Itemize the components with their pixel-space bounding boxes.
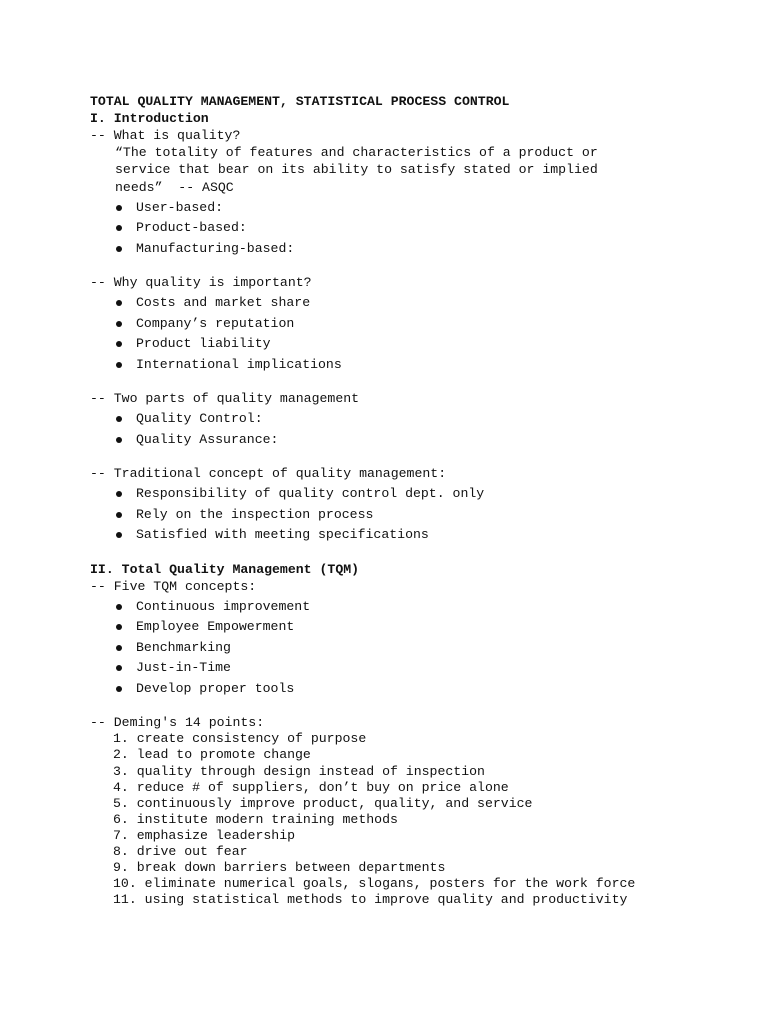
subsection-label-traditional: -- Traditional concept of quality management: xyxy=(90,466,447,482)
bullet-icon xyxy=(116,205,122,211)
list-item: 4. reduce # of suppliers, don’t buy on price alone xyxy=(113,779,509,795)
bullet-icon xyxy=(116,624,122,630)
bullet-icon xyxy=(116,645,122,651)
list-item: Product liability xyxy=(90,334,750,355)
subsection-label-why-important: -- Why quality is important? xyxy=(90,275,312,291)
bullet-icon xyxy=(116,416,122,422)
list-item: 8. drive out fear xyxy=(113,844,248,860)
bullet-icon xyxy=(116,665,122,671)
list-item: Company’s reputation xyxy=(90,314,750,335)
bullet-icon xyxy=(116,341,122,347)
subsection-label-five-concepts: -- Five TQM concepts: xyxy=(90,578,257,594)
list-item: 6. institute modern training methods xyxy=(113,811,398,827)
list-item: 11. using statistical methods to improve quality and productivity xyxy=(113,892,628,908)
quality-definition-quote xyxy=(90,144,750,196)
traditional-list xyxy=(90,484,750,546)
bullet-icon xyxy=(116,321,122,327)
bullet-icon xyxy=(116,246,122,252)
list-item: 7. emphasize leadership xyxy=(113,827,296,843)
quote-line: “The totality of features and characteristics of a product or xyxy=(115,145,598,160)
bullet-icon xyxy=(116,512,122,518)
list-item: Benchmarking xyxy=(90,638,750,659)
list-item: Employee Empowerment xyxy=(90,617,750,638)
bullet-icon xyxy=(116,362,122,368)
subsection-label-deming: -- Deming's 14 points: xyxy=(90,715,265,731)
bullet-icon xyxy=(116,686,122,692)
bullet-icon xyxy=(116,604,122,610)
list-item: Manufacturing-based: xyxy=(90,239,750,260)
list-item: 3. quality through design instead of inspection xyxy=(113,763,485,779)
list-item: Just-in-Time xyxy=(90,658,750,679)
subsection-label-two-parts: -- Two parts of quality management xyxy=(90,391,360,407)
section-heading-introduction: I. Introduction xyxy=(90,111,209,126)
bullet-icon xyxy=(116,491,122,497)
tqm-concepts-list xyxy=(90,597,750,700)
quote-line: needs” -- ASQC xyxy=(115,179,234,195)
quote-line: service that bear on its ability to satisfy stated or implied xyxy=(115,162,598,178)
bullet-icon xyxy=(116,300,122,306)
list-item: Responsibility of quality control dept. only xyxy=(90,484,750,505)
list-item: Costs and market share xyxy=(90,293,750,314)
list-item: Develop proper tools xyxy=(90,679,750,700)
list-item: 10. eliminate numerical goals, slogans, posters for the work force xyxy=(113,876,636,892)
list-item: Continuous improvement xyxy=(90,597,750,618)
list-item: Quality Assurance: xyxy=(90,430,750,451)
list-item: Satisfied with meeting specifications xyxy=(90,525,750,546)
section-heading-tqm: II. Total Quality Management (TQM) xyxy=(90,561,360,577)
bullet-icon xyxy=(116,225,122,231)
quality-types-list xyxy=(90,198,750,260)
list-item: Product-based: xyxy=(90,218,750,239)
importance-list xyxy=(90,293,750,375)
list-item: Rely on the inspection process xyxy=(90,505,750,526)
two-parts-list xyxy=(90,409,750,450)
list-item: 1. create consistency of purpose xyxy=(113,731,367,747)
list-item: User-based: xyxy=(90,198,750,219)
deming-points-list xyxy=(90,731,750,908)
list-item: 2. lead to promote change xyxy=(113,747,311,763)
list-item: 5. continuously improve product, quality, and service xyxy=(113,795,533,811)
document-title: TOTAL QUALITY MANAGEMENT, STATISTICAL PROCESS CONTROL xyxy=(90,94,510,109)
subsection-label-what-is-quality: -- What is quality? xyxy=(90,128,241,143)
list-item: Quality Control: xyxy=(90,409,750,430)
bullet-icon xyxy=(116,532,122,538)
list-item: International implications xyxy=(90,355,750,376)
list-item: 9. break down barriers between departments xyxy=(113,860,446,876)
bullet-icon xyxy=(116,437,122,443)
document-page xyxy=(90,93,750,908)
